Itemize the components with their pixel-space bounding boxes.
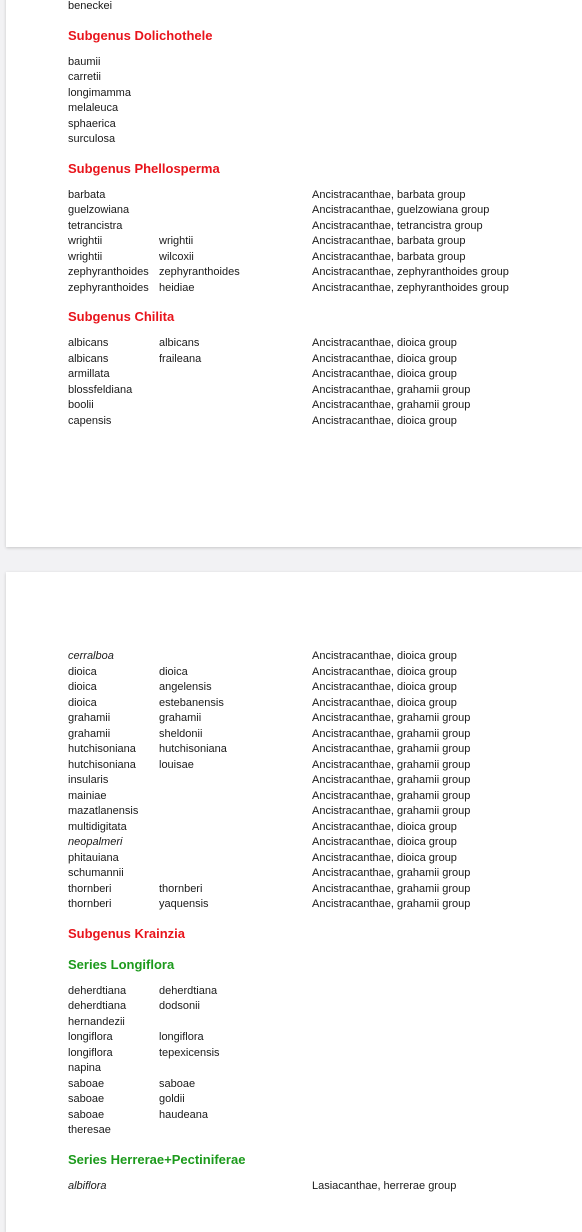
table-row: [68, 999, 568, 1015]
page-1-content: [68, 0, 568, 429]
table-row: [68, 219, 568, 235]
subspecies-name: louisae: [159, 758, 194, 771]
table-row: [68, 352, 568, 368]
species-list: [68, 55, 568, 148]
group-name: Ancistracanthae, grahamii group: [312, 882, 471, 895]
species-name: longiflora: [68, 1046, 113, 1059]
subspecies-name: heidiae: [159, 281, 195, 294]
group-name: Ancistracanthae, dioica group: [312, 681, 457, 693]
species-list: [68, 1179, 568, 1195]
group-name: Ancistracanthae, grahamii group: [312, 399, 471, 411]
species-name: grahamii: [68, 712, 111, 724]
species-name: hutchisoniana: [68, 758, 136, 771]
subspecies-name: saboae: [159, 1077, 196, 1090]
subspecies-name: wilcoxii: [159, 250, 194, 263]
species-name: thornberi: [68, 898, 112, 910]
table-row: [68, 1030, 568, 1046]
table-row: [68, 820, 568, 836]
species-name: cerralboa: [68, 650, 114, 662]
group-name: Ancistracanthae, grahamii group: [312, 743, 471, 755]
table-row: [68, 281, 568, 297]
subspecies-name: wrightii: [159, 235, 194, 247]
table-row: [68, 866, 568, 882]
group-name: Ancistracanthae, dioica group: [312, 851, 457, 864]
species-name: longimamma: [68, 86, 131, 99]
species-name: wrightii: [68, 235, 103, 247]
table-row: [68, 984, 568, 1000]
species-name: melaleuca: [68, 102, 119, 114]
subspecies-name: dioica: [159, 665, 188, 678]
group-name: Ancistracanthae, dioica group: [312, 820, 457, 833]
species-name: armillata: [68, 368, 110, 380]
subspecies-name: fraileana: [159, 352, 202, 365]
group-name: Ancistracanthae, zephyranthoides group: [312, 281, 509, 294]
table-row: [68, 680, 568, 696]
group-name: Ancistracanthae, dioica group: [312, 650, 457, 662]
group-name: Ancistracanthae, grahamii group: [312, 789, 471, 802]
table-row: [68, 835, 568, 851]
table-row: [68, 55, 568, 71]
table-row: [68, 1123, 568, 1139]
species-name: albicans: [68, 337, 109, 349]
table-row: [68, 1179, 568, 1195]
subspecies-name: tepexicensis: [159, 1046, 220, 1059]
species-name: dioica: [68, 681, 97, 693]
species-name: wrightii: [68, 250, 103, 263]
species-name: napina: [68, 1062, 102, 1074]
table-row: [68, 649, 568, 665]
group-name: Ancistracanthae, grahamii group: [312, 727, 471, 740]
species-name: baumii: [68, 55, 101, 68]
group-name: Ancistracanthae, zephyranthoides group: [312, 266, 509, 278]
subspecies-name: grahamii: [159, 712, 202, 724]
group-name: Ancistracanthae, grahamii group: [312, 898, 471, 910]
species-name: multidigitata: [68, 820, 127, 833]
species-name: theresae: [68, 1124, 111, 1136]
table-row: [68, 336, 568, 352]
subgenus-heading: Subgenus Dolichothele: [68, 27, 213, 43]
table-row: [68, 398, 568, 414]
species-name: saboae: [68, 1077, 105, 1090]
species-name: saboae: [68, 1093, 105, 1105]
table-row: [68, 1092, 568, 1108]
subspecies-name: deherdtiana: [159, 984, 218, 997]
group-name: Lasiacanthae, herrerae group: [312, 1179, 457, 1192]
subspecies-name: thornberi: [159, 882, 203, 895]
species-name: zephyranthoides: [68, 266, 149, 278]
series-heading: Series Herrerae+Pectiniferae: [68, 1151, 246, 1167]
group-name: Ancistracanthae, barbata group: [312, 188, 466, 201]
table-row: [68, 897, 568, 913]
species-list: [68, 984, 568, 1139]
subgenus-heading: Subgenus Phellosperma: [68, 160, 220, 176]
species-name: hutchisoniana: [68, 743, 136, 755]
document-page-2: [6, 572, 582, 1232]
table-row: [68, 0, 568, 15]
species-name: deherdtiana: [68, 1000, 127, 1012]
table-row: [68, 773, 568, 789]
table-row: [68, 665, 568, 681]
species-name: dioica: [68, 696, 97, 709]
subspecies-name: estebanensis: [159, 696, 224, 709]
subspecies-name: goldii: [159, 1093, 185, 1105]
species-name: grahamii: [68, 727, 111, 740]
species-list: [68, 336, 568, 429]
group-name: Ancistracanthae, dioica group: [312, 337, 457, 349]
group-name: Ancistracanthae, dioica group: [312, 368, 457, 380]
subgenus-heading: Subgenus Chilita: [68, 309, 175, 324]
subspecies-name: hutchisoniana: [159, 743, 227, 755]
group-name: Ancistracanthae, dioica group: [312, 696, 457, 709]
group-name: Ancistracanthae, dioica group: [312, 836, 457, 848]
subgenus-heading: Subgenus Krainzia: [68, 925, 186, 941]
species-name: phitauiana: [68, 851, 119, 864]
species-name: mainiae: [68, 789, 107, 802]
table-row: [68, 1061, 568, 1077]
group-name: Ancistracanthae, grahamii group: [312, 712, 471, 724]
species-name: neopalmeri: [68, 836, 123, 848]
subspecies-name: zephyranthoides: [159, 266, 240, 278]
subspecies-name: longiflora: [159, 1031, 204, 1043]
table-row: [68, 383, 568, 399]
table-row: [68, 188, 568, 204]
table-row: [68, 250, 568, 266]
table-row: [68, 265, 568, 281]
table-row: [68, 203, 568, 219]
subspecies-name: haudeana: [159, 1108, 208, 1121]
species-name: albicans: [68, 352, 109, 365]
document-page-1: [6, 0, 582, 547]
table-row: [68, 1077, 568, 1093]
series-heading: Series Longiflora: [68, 956, 175, 972]
table-row: [68, 1108, 568, 1124]
table-row: [68, 86, 568, 102]
table-row: [68, 1015, 568, 1031]
species-name: surculosa: [68, 133, 116, 145]
species-name: schumannii: [68, 867, 124, 879]
species-name: thornberi: [68, 882, 112, 895]
table-row: [68, 696, 568, 712]
species-list: [68, 188, 568, 297]
species-name: beneckei: [68, 0, 113, 12]
table-row: [68, 758, 568, 774]
table-row: [68, 851, 568, 867]
group-name: Ancistracanthae, grahamii group: [312, 758, 471, 771]
group-name: Ancistracanthae, barbata group: [312, 250, 466, 263]
table-row: [68, 882, 568, 898]
group-name: Ancistracanthae, dioica group: [312, 414, 457, 427]
group-name: Ancistracanthae, guelzowiana group: [312, 204, 490, 216]
species-name: carretii: [68, 71, 102, 83]
species-name: tetrancistra: [68, 219, 123, 232]
table-row: [68, 117, 568, 133]
species-name: longiflora: [68, 1031, 113, 1043]
species-name: insularis: [68, 774, 109, 786]
table-row: [68, 727, 568, 743]
species-name: guelzowiana: [68, 204, 130, 216]
species-name: sphaerica: [68, 117, 116, 130]
subspecies-name: yaquensis: [159, 898, 209, 910]
group-name: Ancistracanthae, barbata group: [312, 235, 466, 247]
table-row: [68, 70, 568, 86]
species-list: [68, 649, 568, 913]
species-name: albiflora: [68, 1179, 107, 1192]
species-name: deherdtiana: [68, 984, 127, 997]
group-name: Ancistracanthae, dioica group: [312, 352, 457, 365]
subspecies-name: angelensis: [159, 681, 212, 693]
table-row: [68, 132, 568, 148]
subspecies-name: dodsonii: [159, 1000, 200, 1012]
group-name: Ancistracanthae, grahamii group: [312, 774, 471, 786]
species-name: hernandezii: [68, 1015, 125, 1028]
species-name: capensis: [68, 414, 112, 427]
group-name: Ancistracanthae, grahamii group: [312, 383, 471, 396]
table-row: [68, 789, 568, 805]
table-row: [68, 367, 568, 383]
table-row: [68, 711, 568, 727]
species-name: dioica: [68, 665, 97, 678]
subspecies-name: sheldonii: [159, 727, 203, 740]
species-name: zephyranthoides: [68, 281, 149, 294]
species-name: barbata: [68, 188, 106, 201]
table-row: [68, 234, 568, 250]
species-name: blossfeldiana: [68, 383, 133, 396]
table-row: [68, 101, 568, 117]
subspecies-name: albicans: [159, 337, 200, 349]
top-rows: [68, 0, 568, 15]
page-2-content: [68, 649, 568, 1194]
table-row: [68, 1046, 568, 1062]
group-name: Ancistracanthae, grahamii group: [312, 805, 471, 817]
group-name: Ancistracanthae, tetrancistra group: [312, 219, 483, 232]
group-name: Ancistracanthae, grahamii group: [312, 867, 471, 879]
species-name: mazatlanensis: [68, 805, 139, 817]
table-row: [68, 414, 568, 430]
group-name: Ancistracanthae, dioica group: [312, 665, 457, 678]
table-row: [68, 742, 568, 758]
species-name: saboae: [68, 1108, 105, 1121]
species-name: boolii: [68, 399, 94, 411]
table-row: [68, 804, 568, 820]
